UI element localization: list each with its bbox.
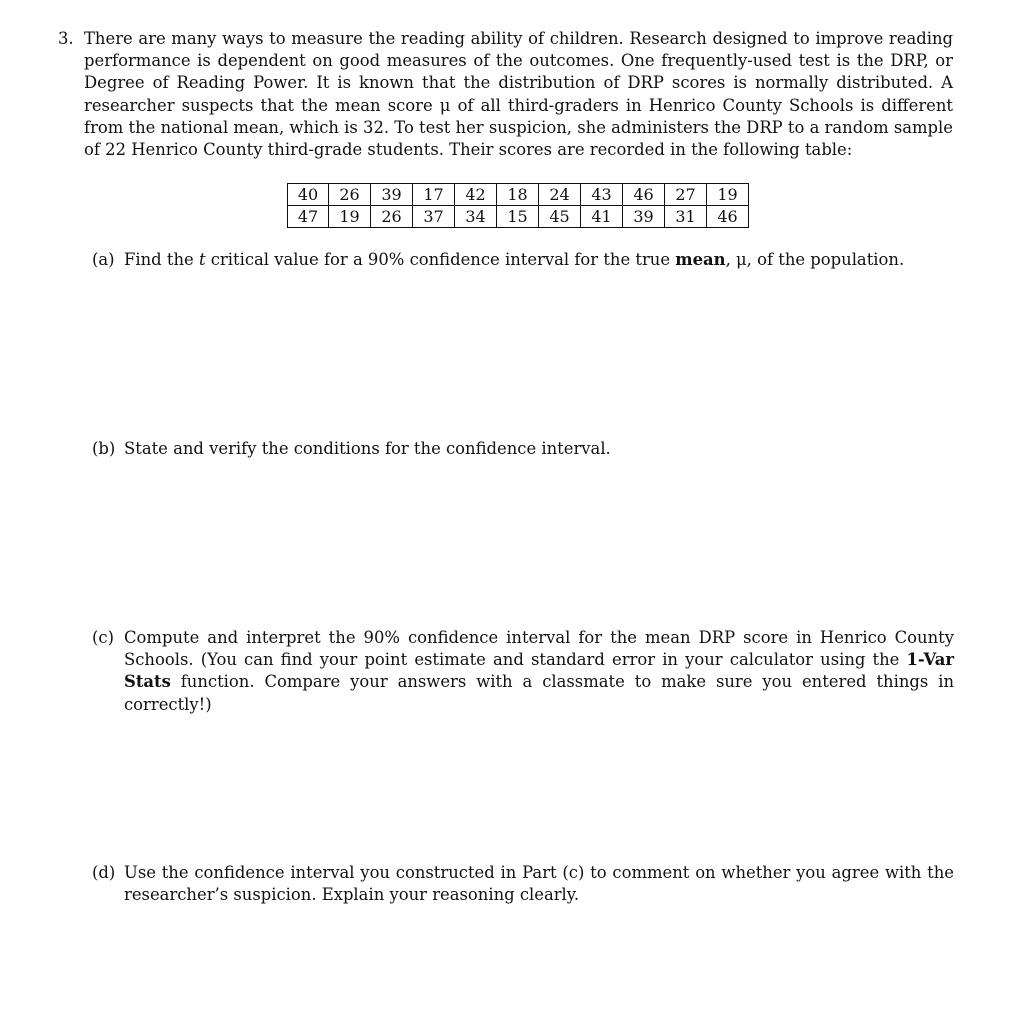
- part-d-text: Use the confidence interval you constructed in Part (c) to comment on whether you agree with the researcher’s suspicion. Explain your reasoning clearly.: [124, 863, 954, 905]
- text-run: function. Compare your answers with a classmate to make sure you entered things in correctly!): [124, 672, 954, 714]
- table-cell: 18: [497, 184, 539, 206]
- part-a: [92, 249, 954, 271]
- text-run: Compute and interpret the 90% confidence interval for the mean DRP score in Henrico County Schools. (You can find your point estimate and standard error in your calculator using the: [124, 628, 954, 670]
- table-cell: 45: [539, 206, 581, 228]
- text-run: Find the: [124, 250, 199, 269]
- table-cell: 26: [329, 184, 371, 206]
- table-cell: 43: [581, 184, 623, 206]
- problem-number: 3.: [58, 29, 74, 48]
- stem-line: researcher suspects that the mean score μ of all third-graders in Henrico County Schools is different from: [84, 95, 953, 137]
- table-cell: 39: [623, 206, 665, 228]
- part-a-text: [124, 249, 954, 271]
- table-cell: 41: [581, 206, 623, 228]
- bold-1-var-stats: 1-Var Stats: [124, 650, 954, 692]
- part-c-text: [124, 627, 954, 716]
- problem-stem: [84, 28, 953, 161]
- stem-line: the national mean, which is 32. To test her suspicion, she administers the DRP to a random sample of 22: [84, 117, 953, 160]
- part-label: (c): [92, 628, 114, 647]
- table-cell: 31: [665, 206, 707, 228]
- table-cell: 27: [665, 184, 707, 206]
- part-label: (d): [92, 863, 116, 882]
- table-cell: 19: [329, 206, 371, 228]
- text-run: critical value for a 90% confidence interval for the true: [205, 250, 676, 269]
- problem-3: [58, 28, 953, 161]
- part-b-text: State and verify the conditions for the confidence interval.: [124, 439, 611, 458]
- bold-mean: mean: [675, 250, 726, 269]
- table-cell: 15: [497, 206, 539, 228]
- table-cell: 46: [707, 206, 749, 228]
- table-cell: 37: [413, 206, 455, 228]
- scores-table: [287, 183, 749, 228]
- stem-line: Degree of Reading Power. It is known that the distribution of DRP scores is normally distributed. A: [84, 73, 953, 93]
- table-cell: 40: [288, 184, 329, 206]
- part-d: [92, 862, 954, 906]
- text-run: , μ, of the population.: [725, 250, 905, 269]
- table-cell: 24: [539, 184, 581, 206]
- table-cell: 34: [455, 206, 497, 228]
- part-b: [92, 438, 954, 460]
- part-label: (a): [92, 250, 115, 269]
- table-cell: 39: [371, 184, 413, 206]
- part-label: (b): [92, 439, 116, 458]
- table-row: [288, 206, 749, 228]
- stem-line: There are many ways to measure the reading ability of children. Research designed to improve reading: [84, 29, 953, 48]
- table-cell: 42: [455, 184, 497, 206]
- table-cell: 19: [707, 184, 749, 206]
- part-c: [92, 627, 954, 716]
- table-cell: 26: [371, 206, 413, 228]
- stem-line: performance is dependent on good measures of the outcomes. One frequently-used test is the DRP, or: [84, 51, 953, 71]
- t-symbol: t: [198, 250, 206, 269]
- table-cell: 46: [623, 184, 665, 206]
- table-row: [288, 184, 749, 206]
- stem-line: Henrico County third-grade students. Their scores are recorded in the following table:: [131, 140, 853, 160]
- table-cell: 17: [413, 184, 455, 206]
- table-cell: 47: [288, 206, 329, 228]
